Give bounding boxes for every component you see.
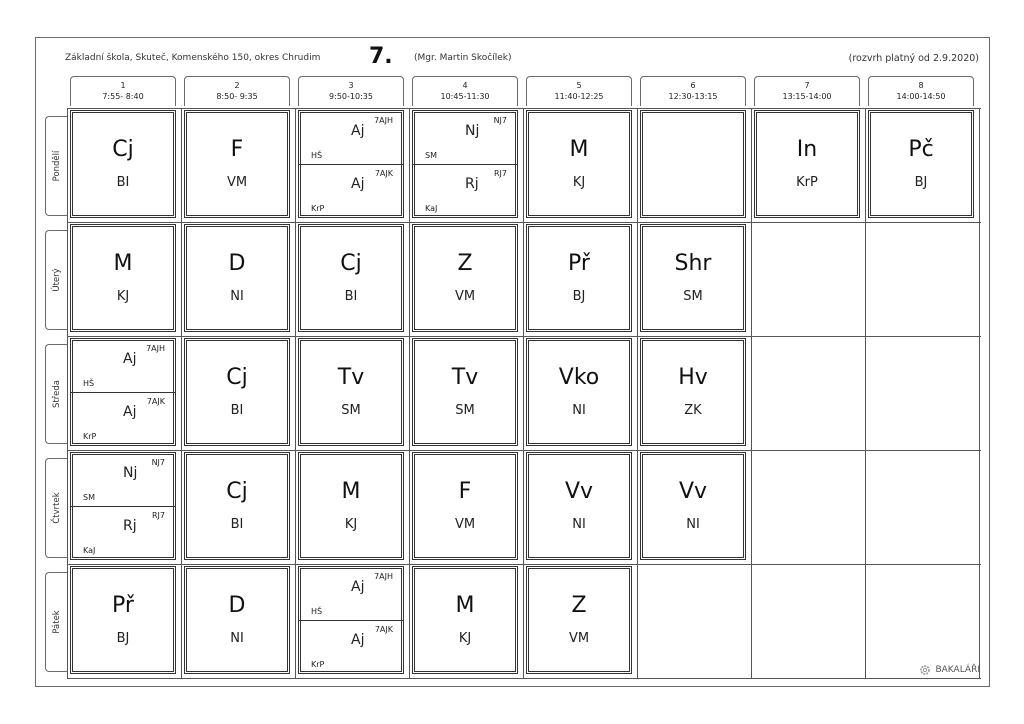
subject-abbr: Aj: [351, 176, 365, 192]
teacher-abbr: HŠ: [311, 607, 323, 616]
subject-abbr: M: [569, 137, 589, 162]
subject-abbr: Cj: [226, 479, 248, 504]
subject-abbr: Př: [112, 593, 134, 618]
subject-abbr: In: [796, 137, 818, 162]
lesson-cell[interactable]: [70, 566, 176, 674]
subject-abbr: Tv: [451, 365, 479, 390]
lesson-cell[interactable]: [298, 110, 404, 218]
lesson-half: [413, 164, 517, 217]
day-name: Středa: [51, 380, 62, 408]
period-time: 13:15-14:00: [782, 92, 832, 101]
lesson-half: [299, 111, 403, 165]
subject-abbr: Nj: [465, 123, 480, 139]
lesson-cell[interactable]: [184, 338, 290, 446]
group-name: 7AJK: [146, 397, 165, 406]
lesson-cell[interactable]: [184, 224, 290, 332]
teacher-abbr: ZK: [684, 403, 702, 418]
logo-text: BAKALÁŘI: [935, 665, 980, 675]
day-name: Pondělí: [51, 150, 62, 182]
day-label: [45, 116, 67, 216]
group-name: 7AJK: [374, 625, 393, 634]
lesson-cell[interactable]: [184, 566, 290, 674]
gear-icon: [919, 664, 931, 676]
lesson-cell[interactable]: [640, 110, 746, 218]
teacher-abbr: KJ: [572, 175, 586, 190]
teacher-abbr: VM: [568, 631, 590, 646]
group-name: NJ7: [151, 458, 165, 467]
period-header: [868, 76, 974, 106]
group-name: RJ7: [151, 511, 165, 520]
period-number: 3: [348, 81, 354, 90]
teacher-abbr: VM: [226, 175, 248, 190]
grid-line: [865, 108, 866, 678]
group-name: RJ7: [493, 169, 507, 178]
grid-line: [295, 108, 296, 678]
lesson-cell[interactable]: [640, 338, 746, 446]
day-label: [45, 572, 67, 672]
subject-abbr: M: [341, 479, 361, 504]
class-teacher: (Mgr. Martin Skočílek): [414, 53, 512, 63]
group-name: 7AJH: [374, 572, 393, 581]
group-name: 7AJH: [374, 116, 393, 125]
teacher-abbr: KaJ: [83, 546, 96, 555]
grid-line: [751, 108, 752, 678]
lesson-cell[interactable]: [754, 110, 860, 218]
lesson-cell[interactable]: [70, 338, 176, 446]
teacher-abbr: BJ: [116, 631, 130, 646]
period-header: [184, 76, 290, 106]
period-time: 11:40-12:25: [554, 92, 604, 101]
period-time: 7:55- 8:40: [102, 92, 144, 101]
subject-abbr: F: [230, 137, 244, 162]
grid-line: [67, 222, 981, 223]
grid-line: [67, 108, 68, 678]
lesson-cell[interactable]: [526, 452, 632, 560]
school-name: Základní škola, Skuteč, Komenského 150, okres Chrudim: [65, 53, 321, 63]
grid-line: [67, 336, 981, 337]
teacher-abbr: VM: [454, 289, 476, 304]
teacher-abbr: HŠ: [311, 151, 323, 160]
lesson-cell[interactable]: [526, 110, 632, 218]
teacher-abbr: KrP: [311, 204, 325, 213]
teacher-abbr: KJ: [344, 517, 358, 532]
teacher-abbr: SM: [455, 403, 475, 418]
validity-note: (rozvrh platný od 2.9.2020): [848, 53, 979, 64]
teacher-abbr: SM: [83, 493, 95, 502]
period-number: 7: [804, 81, 810, 90]
teacher-abbr: BJ: [572, 289, 586, 304]
lesson-cell[interactable]: [412, 452, 518, 560]
period-number: 2: [234, 81, 240, 90]
teacher-abbr: KaJ: [425, 204, 438, 213]
lesson-cell[interactable]: [298, 566, 404, 674]
grid-line: [67, 678, 981, 679]
grid-line: [67, 108, 981, 109]
group-name: 7AJK: [374, 169, 393, 178]
teacher-abbr: VM: [454, 517, 476, 532]
subject-abbr: M: [455, 593, 475, 618]
period-header: [754, 76, 860, 106]
lesson-cell[interactable]: [298, 452, 404, 560]
lesson-half: [71, 392, 175, 445]
subject-abbr: Aj: [351, 123, 365, 139]
lesson-half: [71, 506, 175, 559]
period-time: 10:45-11:30: [440, 92, 490, 101]
lesson-cell[interactable]: [184, 110, 290, 218]
subject-abbr: Pč: [908, 137, 934, 162]
lesson-cell[interactable]: [640, 224, 746, 332]
teacher-abbr: KJ: [458, 631, 472, 646]
subject-abbr: Rj: [465, 176, 479, 192]
bakalari-logo: [919, 664, 980, 676]
day-label: [45, 458, 67, 558]
period-time: 8:50- 9:35: [216, 92, 258, 101]
period-time: 12:30-13:15: [668, 92, 718, 101]
subject-abbr: Vv: [678, 479, 708, 504]
day-label: [45, 230, 67, 330]
subject-abbr: Aj: [351, 579, 365, 595]
lesson-half: [299, 164, 403, 217]
subject-abbr: Z: [457, 251, 473, 276]
period-header: [298, 76, 404, 106]
period-number: 6: [690, 81, 696, 90]
lesson-cell[interactable]: [526, 224, 632, 332]
subject-abbr: Aj: [351, 632, 365, 648]
period-time: 14:00-14:50: [896, 92, 946, 101]
class-name: 7.: [369, 44, 393, 69]
teacher-abbr: KJ: [116, 289, 130, 304]
teacher-abbr: SM: [683, 289, 703, 304]
lesson-cell[interactable]: [526, 338, 632, 446]
day-name: Čtvrtek: [51, 492, 62, 524]
grid-line: [979, 108, 980, 678]
group-name: 7AJH: [146, 344, 165, 353]
lesson-cell[interactable]: [526, 566, 632, 674]
lesson-half: [413, 111, 517, 165]
grid-line: [67, 450, 981, 451]
subject-abbr: Z: [571, 593, 587, 618]
day-name: Pátek: [51, 610, 62, 634]
teacher-abbr: BI: [230, 517, 244, 532]
period-header: [640, 76, 746, 106]
subject-abbr: Cj: [340, 251, 362, 276]
teacher-abbr: NI: [572, 403, 586, 418]
teacher-abbr: BJ: [914, 175, 928, 190]
lesson-half: [299, 567, 403, 621]
period-number: 8: [918, 81, 924, 90]
lesson-cell[interactable]: [412, 110, 518, 218]
lesson-cell[interactable]: [70, 452, 176, 560]
subject-abbr: D: [228, 593, 246, 618]
subject-abbr: Shr: [674, 251, 712, 276]
teacher-abbr: KrP: [796, 175, 818, 190]
subject-abbr: Nj: [123, 465, 138, 481]
teacher-abbr: HŠ: [83, 379, 95, 388]
lesson-cell[interactable]: [412, 224, 518, 332]
grid-line: [181, 108, 182, 678]
teacher-abbr: BI: [344, 289, 358, 304]
teacher-abbr: BI: [230, 403, 244, 418]
period-number: 1: [120, 81, 126, 90]
period-header: [526, 76, 632, 106]
period-header: [70, 76, 176, 106]
grid-line: [637, 108, 638, 678]
teacher-abbr: SM: [341, 403, 361, 418]
group-name: NJ7: [493, 116, 507, 125]
lesson-cell[interactable]: [298, 224, 404, 332]
teacher-abbr: NI: [230, 289, 244, 304]
day-name: Úterý: [51, 268, 62, 292]
lesson-cell[interactable]: [70, 224, 176, 332]
lesson-half: [299, 620, 403, 673]
period-header: [412, 76, 518, 106]
grid-line: [67, 564, 981, 565]
day-label: [45, 344, 67, 444]
period-number: 4: [462, 81, 468, 90]
lesson-cell[interactable]: [70, 110, 176, 218]
teacher-abbr: KrP: [83, 432, 97, 441]
subject-abbr: Cj: [112, 137, 134, 162]
lesson-half: [71, 339, 175, 393]
lesson-cell[interactable]: [412, 566, 518, 674]
period-number: 5: [576, 81, 582, 90]
lesson-cell[interactable]: [298, 338, 404, 446]
lesson-half: [71, 453, 175, 507]
teacher-abbr: BI: [116, 175, 130, 190]
lesson-cell[interactable]: [412, 338, 518, 446]
subject-abbr: Aj: [123, 351, 137, 367]
grid-line: [409, 108, 410, 678]
subject-abbr: Vv: [564, 479, 594, 504]
lesson-cell[interactable]: [868, 110, 974, 218]
teacher-abbr: KrP: [311, 660, 325, 669]
grid-line: [523, 108, 524, 678]
subject-abbr: M: [113, 251, 133, 276]
subject-abbr: Hv: [678, 365, 708, 390]
subject-abbr: D: [228, 251, 246, 276]
subject-abbr: Tv: [337, 365, 365, 390]
teacher-abbr: NI: [686, 517, 700, 532]
subject-abbr: Rj: [123, 518, 137, 534]
teacher-abbr: SM: [425, 151, 437, 160]
subject-abbr: Vko: [558, 365, 600, 390]
teacher-abbr: NI: [572, 517, 586, 532]
subject-abbr: Cj: [226, 365, 248, 390]
lesson-cell[interactable]: [184, 452, 290, 560]
subject-abbr: F: [458, 479, 472, 504]
period-time: 9:50-10:35: [329, 92, 373, 101]
teacher-abbr: NI: [230, 631, 244, 646]
subject-abbr: Př: [568, 251, 590, 276]
lesson-cell[interactable]: [640, 452, 746, 560]
subject-abbr: Aj: [123, 404, 137, 420]
